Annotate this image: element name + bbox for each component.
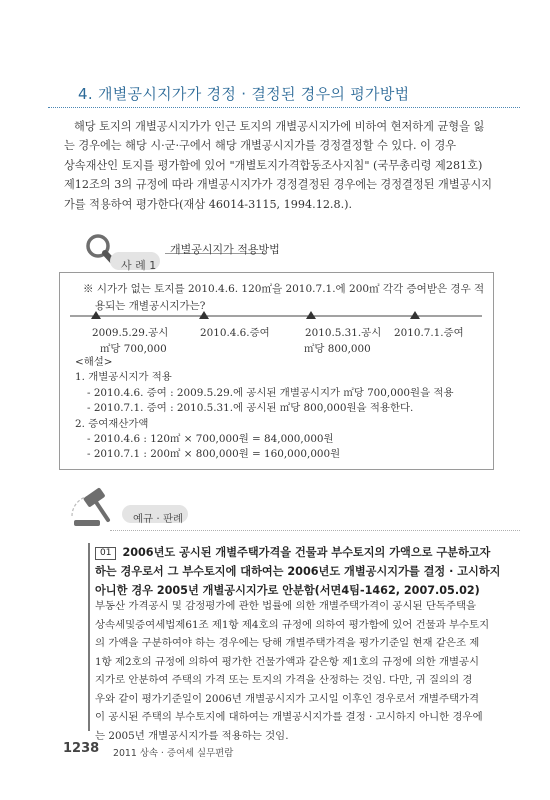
timeline-date: 2010.4.6.증여 <box>200 327 270 339</box>
intro-line: 는 경우에는 해당 시·군·구에서 해당 개별공시지가를 경정결정할 수 있다. 이 경우 <box>64 139 457 153</box>
ruling-heading-line: 아니한 경우 2005년 개별공시지가로 안분함(서면4팀-1462, 2007.05.02) <box>95 584 480 597</box>
section-title: 4. 개별공시지가가 경정 · 결정된 경우의 평가방법 <box>78 85 410 103</box>
answer-line: - 2010.4.6 : 120㎡ × 700,000원 = 84,000,000원 <box>87 433 334 446</box>
timeline-axis <box>70 309 482 323</box>
ruling-body-line: 의 가액을 구분하여야 하는 경우에는 당해 개별주택가격을 평가기준일 현재 같은조 제 <box>95 637 480 649</box>
answer-line: - 2010.7.1 : 200㎡ × 800,000원 = 160,000,000원 <box>87 448 341 461</box>
ruling-heading-line: 하는 경우로서 그 부수토지에 대하여는 2006년도 개별공시지가를 결정 · 고시하지 <box>95 565 501 578</box>
case-answer <box>75 355 485 463</box>
ruling-body-line: 우와 같이 평가기준일이 2006년 개별공시지가 고시일 이후인 경우로서 개별주택가격 <box>95 692 480 705</box>
ruling-number-badge: 01 <box>95 547 116 560</box>
ruling-heading-line: 2006년도 공시된 개별주택가격을 건물과 부수토지의 가액으로 구분하고자 <box>122 546 491 559</box>
case-label: 사 례 1 <box>121 259 157 272</box>
ruling-rule <box>110 530 520 531</box>
ruling-body-line: 이 공시된 주택의 부수토지에 대하여는 개별공시지가를 결정 · 고시하지 아니한 경우에 <box>95 711 483 723</box>
timeline-date: 2009.5.29.공시 <box>92 327 169 339</box>
ruling-body-line: 상속세및증여세법제61조 제1항 제4호의 규정에 의하여 평가함에 있어 건물과 부수토지 <box>95 618 490 631</box>
ruling-heading <box>95 543 525 600</box>
answer-line: - 2010.4.6. 증여 : 2009.5.29.에 공시된 개별공시지가 ㎡당 700,000원을 적용 <box>87 386 454 399</box>
page-number: 1238 <box>63 741 100 756</box>
intro-paragraph <box>64 117 528 214</box>
timeline-price: ㎡당 800,000 <box>304 343 371 355</box>
case-question-line: 용되는 개별공시지가는? <box>95 300 206 312</box>
ruling-side-bar <box>88 543 90 731</box>
case-title: 개별공시지가 적용방법 <box>170 243 280 256</box>
timeline-date: 2010.7.1.증여 <box>394 327 464 339</box>
intro-line: 상속재산인 토지를 평가함에 있어 "개별토지가격합동조사지침" (국무총리령 제281호) <box>64 158 483 172</box>
intro-line: 해당 토지의 개별공시지가가 인근 토지의 개별공시지가에 비하여 현저하게 균형을 잃 <box>74 120 485 133</box>
timeline-date: 2010.5.31.공시 <box>305 327 382 339</box>
section-title-rule <box>48 107 520 108</box>
intro-line: 제12조의 3의 규정에 따라 개별공시지가가 경정결정된 경우에는 경정결정된 개별공시지 <box>64 178 493 192</box>
book-title: 2011 상속 · 증여세 실무편람 <box>113 748 234 759</box>
answer-line: - 2010.7.1. 증여 : 2010.5.31.에 공시된 ㎡당 800,000원을 적용한다. <box>87 402 414 415</box>
ruling-label: 예규 · 판례 <box>133 513 184 525</box>
ruling-body-line: 1항 제2호의 규정에 의하여 평가한 건물가액과 같은항 제1호의 규정에 의한 개별공시 <box>95 655 480 668</box>
ruling-body <box>95 597 525 745</box>
ruling-body-line: 는 2005년 개별공시지가를 적용하는 것임. <box>95 729 289 742</box>
answer-heading: <해설> <box>75 356 113 368</box>
intro-line: 가를 적용하여 평가한다(재삼 46014-3115, 1994.12.8.). <box>64 197 353 211</box>
case-question-line: ※ 시가가 없는 토지를 2010.4.6. 120㎡을 2010.7.1.에 200㎡ 각각 증여받은 경우 적 <box>83 283 485 295</box>
answer-line: 2. 증여재산가액 <box>75 417 149 430</box>
timeline-price: ㎡당 700,000 <box>100 343 167 355</box>
ruling-body-line: 지가로 안분하여 주택의 가격 또는 토지의 가격을 산정하는 것임. 다만, 귀 질의의 경 <box>95 674 473 686</box>
ruling-body-line: 부동산 가격공시 및 감정평가에 관한 법률에 의한 개별주택가격이 공시된 단독주택을 <box>95 600 477 612</box>
answer-line: 1. 개별공시지가 적용 <box>75 371 172 384</box>
